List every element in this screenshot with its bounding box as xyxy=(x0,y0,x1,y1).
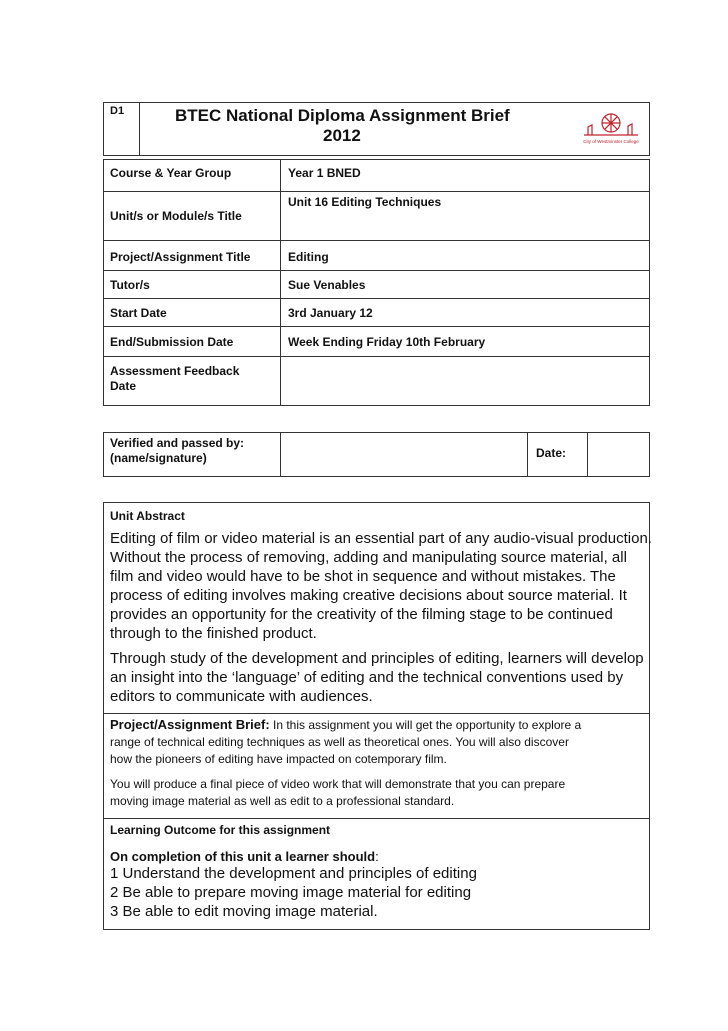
row-divider xyxy=(103,298,650,299)
label-verified-by: Verified and passed by: xyxy=(110,436,245,450)
document-year: 2012 xyxy=(323,126,361,145)
label-name-signature: (name/signature) xyxy=(110,451,207,465)
outcome-intro xyxy=(110,849,379,864)
brief-paragraph-2 xyxy=(110,776,565,810)
abstract-paragraph-2 xyxy=(110,649,644,706)
svg-text:City of Westminster College: City of Westminster College xyxy=(583,139,639,144)
label-unit-title: Unit/s or Module/s Title xyxy=(110,209,242,223)
brief-line: In this assignment you will get the opportunity to explore a xyxy=(269,718,582,732)
outcome-intro-text: On completion of this unit a learner should xyxy=(110,849,376,864)
abstract-line: an insight into the ‘language’ of editing and the technical conventions used by xyxy=(110,669,624,686)
abstract-line: film and video would have to be shot in sequence and without mistakes. The xyxy=(110,568,616,585)
header-divider xyxy=(139,102,140,156)
abstract-line: provides an opportunity for the creativity of the filming stage to be continued xyxy=(110,606,613,623)
row-divider xyxy=(103,326,650,327)
value-start-date: 3rd January 12 xyxy=(288,306,373,320)
value-course-year: Year 1 BNED xyxy=(288,166,361,180)
assignment-brief xyxy=(110,716,581,768)
section-divider xyxy=(103,818,650,819)
brief-line: You will produce a final piece of video work that will demonstrate that you can prepare xyxy=(110,777,566,791)
outcome-item: 3 Be able to edit moving image material. xyxy=(110,903,378,920)
value-tutors: Sue Venables xyxy=(288,278,366,292)
row-divider xyxy=(103,240,650,241)
brief-line: moving image material as well as edit to a professional standard. xyxy=(110,794,455,808)
value-unit-title: Unit 16 Editing Techniques xyxy=(288,195,442,209)
document-code: D1 xyxy=(110,105,125,117)
abstract-line: Without the process of removing, adding and manipulating source material, all xyxy=(110,549,627,566)
brief-label: Project/Assignment Brief: xyxy=(110,717,270,732)
row-divider xyxy=(103,356,650,357)
outcome-item: 1 Understand the development and principles of editing xyxy=(110,865,477,882)
label-start-date: Start Date xyxy=(110,306,167,320)
abstract-line: Through study of the development and principles of editing, learners will develop xyxy=(110,650,644,667)
unit-abstract-heading: Unit Abstract xyxy=(110,509,185,523)
label-feedback-date: Assessment Feedback xyxy=(110,364,240,378)
label-feedback-date-2: Date xyxy=(110,379,137,393)
verify-divider-1 xyxy=(280,432,281,477)
abstract-line: editors to communicate with audiences. xyxy=(110,688,373,705)
abstract-line: process of editing involves making creative decisions about source material. It xyxy=(110,587,627,604)
outcome-item: 2 Be able to prepare moving image material for editing xyxy=(110,884,472,901)
verify-divider-3 xyxy=(587,432,588,477)
row-divider xyxy=(103,270,650,271)
section-divider xyxy=(103,713,650,714)
document-title: BTEC National Diploma Assignment Brief xyxy=(175,106,510,125)
value-assignment-title: Editing xyxy=(288,250,329,264)
brief-line: how the pioneers of editing have impacted on cotemporary film. xyxy=(110,752,447,766)
label-assignment-title: Project/Assignment Title xyxy=(110,250,251,264)
label-submission-date: End/Submission Date xyxy=(110,335,234,349)
info-column-divider xyxy=(280,159,281,406)
value-submission-date: Week Ending Friday 10th February xyxy=(288,335,486,349)
label-course-year: Course & Year Group xyxy=(110,166,232,180)
brief-line: range of technical editing techniques as well as theoretical ones. You will also discover xyxy=(110,735,569,749)
abstract-line: through to the finished product. xyxy=(110,625,317,642)
abstract-paragraph-1 xyxy=(110,529,652,643)
college-logo xyxy=(580,111,642,149)
row-divider xyxy=(103,191,650,192)
learning-outcome-heading: Learning Outcome for this assignment xyxy=(110,823,331,837)
outcome-list xyxy=(110,864,477,921)
label-tutors: Tutor/s xyxy=(110,278,150,292)
verify-divider-2 xyxy=(527,432,528,477)
outcome-intro-colon: : xyxy=(375,849,379,864)
abstract-line: Editing of film or video material is an essential part of any audio-visual production. xyxy=(110,530,652,547)
label-date: Date: xyxy=(536,446,567,460)
